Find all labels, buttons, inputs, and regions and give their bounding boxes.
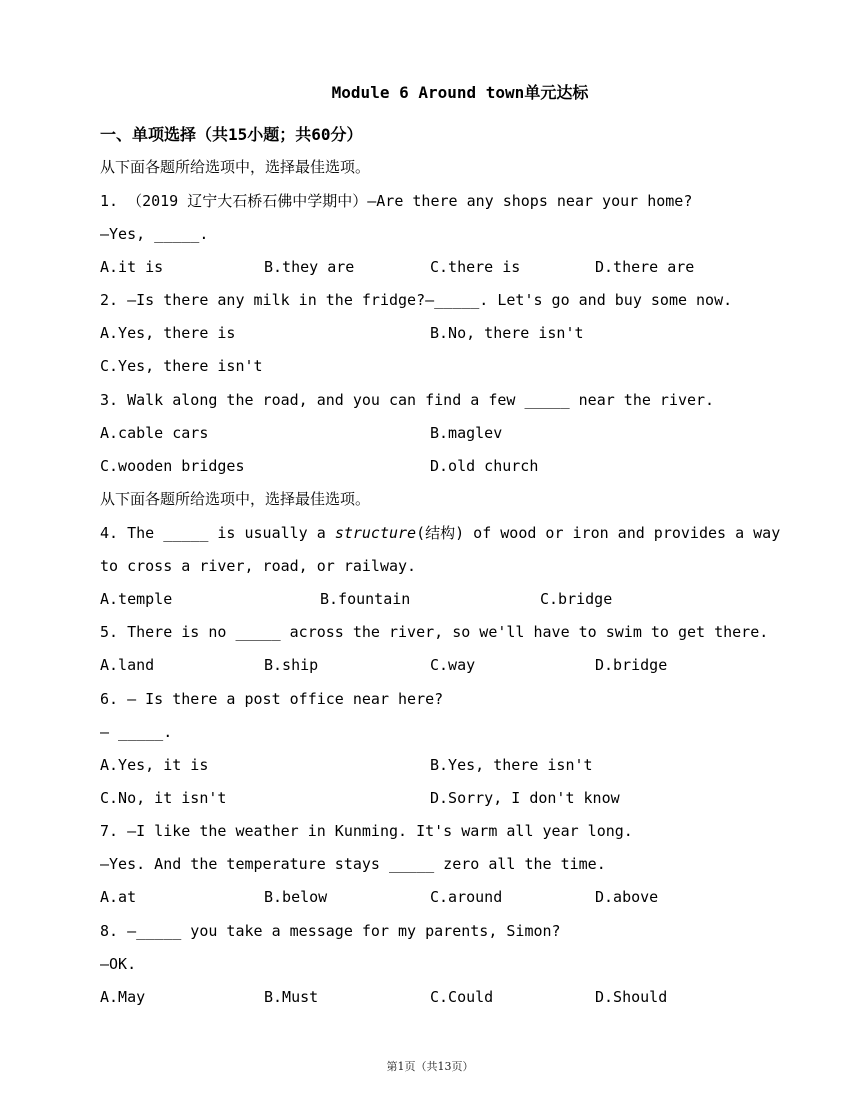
question-7-stem: 7. —I like the weather in Kunming. It's warm all year long. [100,822,633,840]
question-7-option-d: D.above [595,888,659,906]
question-4-line2: to cross a river, road, or railway. [100,557,417,575]
question-2-option-a: A.Yes, there is [100,324,236,342]
question-8-option-d: D.Should [595,988,668,1006]
question-8-stem: 8. —_____ you take a message for my parents, Simon? [100,922,561,940]
question-5-option-b: B.ship [264,656,319,674]
question-6-option-d: D.Sorry, I don't know [430,789,620,807]
question-5-stem: 5. There is no _____ across the river, so we'll have to swim to get there. [100,623,769,641]
document-title: Module 6 Around town单元达标 [331,83,589,102]
question-4-stem-after: (结构) of wood or iron and provides a way [416,524,781,542]
question-2-stem: 2. —Is there any milk in the fridge?—_____. Let's go and buy some now. [100,291,733,309]
question-4-stem [100,523,780,543]
question-6-option-c: C.No, it isn't [100,789,227,807]
question-1-option-a: A.it is [100,258,164,276]
question-7-option-b: B.below [264,888,328,906]
question-4-option-a: A.temple [100,590,173,608]
question-3-option-c: C.wooden bridges [100,457,245,475]
question-8-option-c: C.Could [430,988,494,1006]
question-1-option-b: B.they are [264,258,355,276]
question-6-stem: 6. — Is there a post office near here? [100,690,444,708]
question-7-option-c: C.around [430,888,503,906]
question-2-option-b: B.No, there isn't [430,324,584,342]
question-6-option-b: B.Yes, there isn't [430,756,593,774]
question-5-option-d: D.bridge [595,656,668,674]
page-footer: 第1页（共13页） [386,1060,474,1073]
question-8-option-b: B.Must [264,988,319,1006]
question-4-stem-italic: structure [334,524,417,542]
section-heading: 一、单项选择（共15小题；共60分） [100,125,363,144]
question-5-option-a: A.land [100,656,155,674]
question-1-option-c: C.there is [430,258,521,276]
question-1-option-d: D.there are [595,258,695,276]
section-instruction: 从下面各题所给选项中，选择最佳选项。 [100,158,371,176]
question-6-line2: — _____. [100,723,173,741]
question-1-stem: 1. （2019 辽宁大石桥石佛中学期中）—Are there any shops near your home? [100,192,693,210]
question-4-option-b: B.fountain [320,590,411,608]
question-4-stem-before: 4. The _____ is usually a [100,524,335,542]
question-7-option-a: A.at [100,888,137,906]
question-3-option-d: D.old church [430,457,539,475]
question-2-option-c: C.Yes, there isn't [100,357,263,375]
question-7-line2: —Yes. And the temperature stays _____ zero all the time. [100,855,606,873]
question-3-stem: 3. Walk along the road, and you can find a few _____ near the river. [100,391,715,409]
question-4-option-c: C.bridge [540,590,613,608]
question-6-option-a: A.Yes, it is [100,756,209,774]
question-3-option-b: B.maglev [430,424,503,442]
question-8-line2: —OK. [100,955,137,973]
question-3-option-a: A.cable cars [100,424,209,442]
question-5-option-c: C.way [430,656,476,674]
question-1-line2: —Yes, _____. [100,225,209,243]
question-8-option-a: A.May [100,988,146,1006]
section-instruction-2: 从下面各题所给选项中，选择最佳选项。 [100,490,371,508]
